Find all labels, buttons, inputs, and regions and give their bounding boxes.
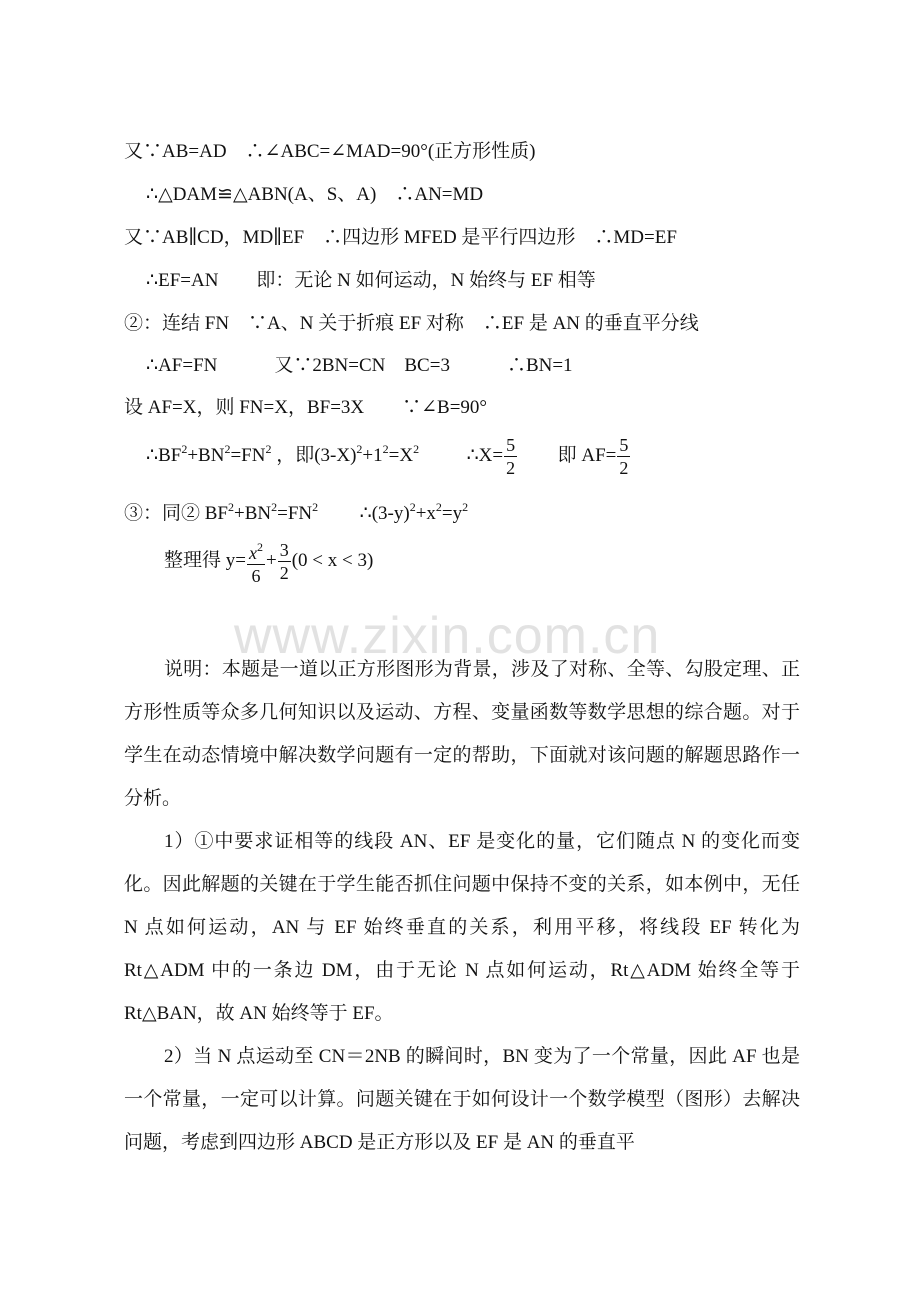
proof-line-1: 又∵AB=AD ∴∠ABC=∠MAD=90°(正方形性质) [124, 141, 536, 162]
equation-text: =FN [277, 503, 313, 524]
equation-text: ∴BF [146, 445, 182, 466]
fraction-x-squared-over-6 [247, 536, 265, 587]
exponent: 2 [271, 500, 278, 514]
fraction-denominator: 2 [619, 458, 629, 479]
equation-text: +BN [234, 503, 272, 524]
proof-line-3: 又∵AB∥CD，MD∥EF ∴四边形 MFED 是平行四边形 ∴MD=EF [124, 227, 677, 248]
exponent: 2 [413, 442, 420, 456]
plus-sign: + [265, 550, 277, 571]
explanation-paragraph-1: 说明：本题是一道以正方形图形为背景，涉及了对称、全等、勾股定理、正方形性质等众多几何知识以及运动、方程、变量函数等数学思想的综合题。对于学生在动态情境中解决数学问题有一定的帮助，下面就对该问题的解题思路作一分析。 [124, 659, 800, 809]
proof-line-7: 设 AF=X，则 FN=X，BF=3X ∵∠B=90° [124, 397, 488, 418]
explanation-paragraph-3: 2）当 N 点运动至 CN＝2NB 的瞬间时，BN 变为了一个常量，因此 AF 也是一个常量，一定可以计算。问题关键在于如何设计一个数学模型（图形）去解决问题，考虑到四边形 ABCD 是正方形以及 EF 是 AN 的垂直平 [124, 1046, 800, 1153]
domain-constraint: (0 < x < 3) [291, 550, 374, 571]
fraction-x [504, 434, 517, 479]
proof-line-10 [164, 535, 373, 587]
exponent: 2 [256, 540, 263, 555]
variable-x: x [248, 543, 257, 564]
proof-line-4: ∴EF=AN 即：无论 N 如何运动，N 始终与 EF 相等 [146, 270, 596, 291]
fraction-numerator: 5 [506, 435, 516, 456]
proof-line-5: ②：连结 FN ∵A、N 关于折痕 EF 对称 ∴EF 是 AN 的垂直平分线 [124, 313, 699, 334]
fraction-denominator: 6 [251, 566, 261, 587]
exponent: 2 [462, 500, 469, 514]
equation-text: 整理得 y= [164, 550, 246, 571]
proof-line-8 [146, 426, 631, 479]
equation-text: =y [441, 503, 463, 524]
explanation-paragraph-2: 1）①中要求证相等的线段 AN、EF 是变化的量，它们随点 N 的变化而变化。因此解题的关键在于学生能否抓住问题中保持不变的关系，如本例中，无任 N 点如何运动，AN 与 EF 始终垂直的关系，利用平移，将线段 EF 转化为 Rt△ADM 中的一条边 DM，由于无论 N 点如何运动，Rt△ADM 始终全等于 Rt△BAN，故 AN 始终等于 EF。 [124, 831, 800, 1024]
exponent: 2 [265, 442, 272, 456]
exponent: 2 [409, 500, 416, 514]
fraction-numerator [247, 536, 265, 565]
exponent: 2 [228, 500, 234, 514]
equation-text: ∴(3-y) [359, 503, 410, 524]
equation-text: 即 AF= [557, 445, 617, 466]
exponent: 2 [356, 442, 363, 456]
fraction-af [617, 434, 630, 479]
proof-line-6: ∴AF=FN 又∵2BN=CN BC=3 ∴BN=1 [146, 355, 573, 376]
fraction-3-over-2 [278, 539, 291, 584]
exponent: 2 [382, 442, 389, 456]
fraction-denominator: 2 [506, 458, 516, 479]
exponent: 2 [181, 442, 188, 456]
equation-text: ∴X= [466, 445, 504, 466]
equation-text: =X [388, 445, 414, 466]
exponent: 2 [224, 442, 231, 456]
proof-line-9 [124, 495, 468, 526]
equation-text: +BN [187, 445, 225, 466]
proof-line-2: ∴△DAM≌△ABN(A、S、A) ∴AN=MD [146, 184, 484, 205]
equation-text: ，即(3-X) [276, 445, 357, 466]
fraction-numerator: 5 [619, 435, 629, 456]
exponent: 2 [435, 500, 442, 514]
watermark: www.zixin.com.cn [234, 607, 661, 665]
exponent: 2 [312, 500, 319, 514]
fraction-numerator: 3 [279, 540, 289, 561]
fraction-denominator: 2 [279, 563, 289, 584]
equation-text: =FN [230, 445, 266, 466]
equation-text: +x [415, 503, 436, 524]
equation-text: +1 [362, 445, 383, 466]
equation-text: ③：同② BF [124, 503, 228, 524]
